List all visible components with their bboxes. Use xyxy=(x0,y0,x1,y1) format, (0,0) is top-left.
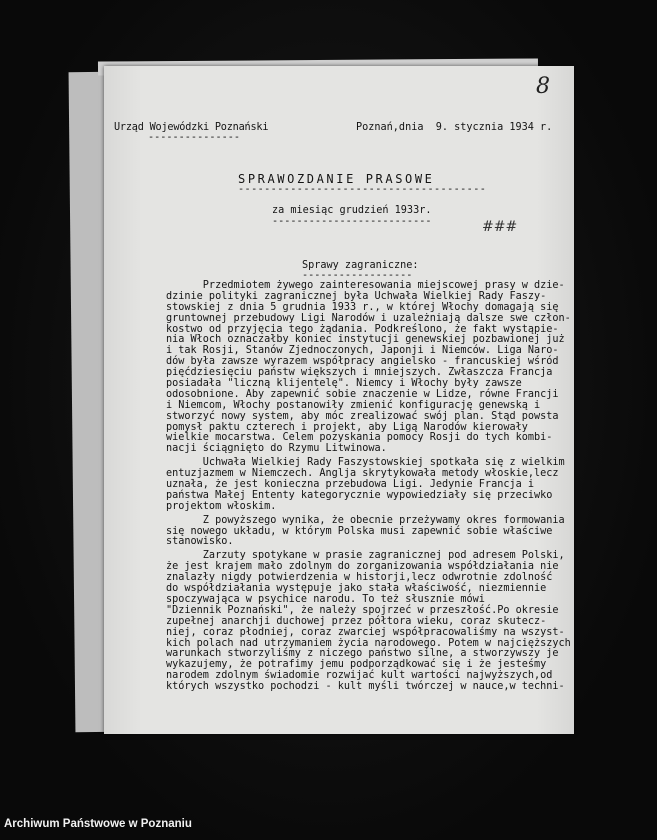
body-line: się nowego układu, w którym Polska musi zapewnić sobie właściwe xyxy=(166,525,553,537)
office-name: Urząd Wojewódzki Poznański xyxy=(114,122,269,133)
document-subtitle: za miesiąc grudzień 1933r. xyxy=(272,205,432,216)
body-line: posiadała "liczną klijentelę". Niemcy i Włochy były zawsze xyxy=(166,378,522,390)
body-line: niej, coraz płodniej, coraz zwarciej współpracowaliśmy na wszyst- xyxy=(166,626,565,638)
subtitle-underline: -------------------------- xyxy=(272,216,432,227)
body-line: kich polach nad utrzymaniem życia narodowego. Potem w najcięższych xyxy=(166,637,571,649)
body-line: wykazujemy, że potrafimy jemu podporządkować się i że jesteśmy xyxy=(166,659,547,671)
body-line: pięćdziesięciu państw większych i mniejszych. Zwłaszcza Francja xyxy=(166,367,553,379)
body-line: do współdziałania występuje jako stała właściwość, niezmiennie xyxy=(166,583,547,595)
body-line: stowskiej z dnia 5 grudnia 1933 r., w której Włochy domagają się xyxy=(166,301,559,313)
body-line: nacji ściągnięto do Rzymu Litwinowa. xyxy=(166,443,387,455)
section-heading: Sprawy zagraniczne: xyxy=(302,260,419,271)
body-line: stanowisko. xyxy=(166,536,234,548)
body-line: i Niemcom, Włochy postanowiły zmienić konfigurację genewską i xyxy=(166,399,541,411)
handwritten-mark: ### xyxy=(482,219,518,235)
body-line: państwa Małej Ententy kategorycznie wypowiedziały się przeciwko xyxy=(166,489,553,501)
body-line: "Dziennik Poznański", że należy spojrzeć w przeszłość.Po okresie xyxy=(166,604,559,616)
archive-footer: Archiwum Państwowe w Poznaniu xyxy=(4,818,192,830)
body-line: odosobnione. Aby zapewnić sobie znaczenie w Lidze, równe Francji xyxy=(166,388,559,400)
body-line: projektom włoskim. xyxy=(166,500,277,512)
document-title: SPRAWOZDANIE PRASOWE xyxy=(238,172,435,186)
body-line: warunkach stworzyliśmy z niczego państwo silne, a stworzywszy je xyxy=(166,648,559,660)
body-line: entuzjazmem w Niemczech. Anglja skrytykowała metody włoskie,lecz xyxy=(166,468,559,480)
body-line: uznała, że jest konieczna przebudowa Ligi. Jedynie Francja i xyxy=(166,479,535,491)
document-date: Poznań,dnia 9. stycznia 1934 r. xyxy=(356,122,553,133)
body-line: Z powyższego wynika, że obecnie przeżywamy okres formowania xyxy=(166,514,565,526)
body-line: pomysł paktu czterech i projekt, aby Ligą Narodów kierowały xyxy=(166,421,528,433)
body-line: Zarzuty spotykane w prasie zagranicznej pod adresem Polski, xyxy=(166,550,565,562)
body-line: nia Włoch oznaczałby koniec instytucji genewskiej pozbawionej już xyxy=(166,334,565,346)
body-line: kostwo od przyjęcia tego żądania. Podkreślono, że fakt wystąpie- xyxy=(166,323,559,335)
body-line: zupełnej anarchji duchowej przez półtora wieku, coraz skutecz- xyxy=(166,615,547,627)
body-line: gruntownej przebudowy Ligi Narodów i uzależniają dalsze swe człon- xyxy=(166,312,571,324)
body-line: dzinie polityki zagranicznej była Uchwała Wielkiej Rady Faszy- xyxy=(166,290,547,302)
body-line: że jest krajem mało zdolnym do zorganizowania współdziałania nie xyxy=(166,561,559,573)
body-line: znalazły nigdy potwierdzenia w historji,lecz odwrotnie zdolność xyxy=(166,572,553,584)
body-line: wielkie mocarstwa. Celem pozyskania pomocy Rosji do tych kombi- xyxy=(166,432,553,444)
body-line: Przedmiotem żywego zainteresowania miejscowej prasy w dzie- xyxy=(166,280,565,291)
office-underline: --------------- xyxy=(148,132,241,143)
document-body xyxy=(166,280,571,693)
body-line: spoczywająca w psychice narodu. To też słusznie mówi xyxy=(166,593,485,605)
body-line: Uchwała Wielkiej Rady Faszystowskiej spotkała się z wielkim xyxy=(166,457,565,469)
section-underline: ------------------ xyxy=(302,270,413,281)
title-underline: -------------------------------------- xyxy=(238,184,487,195)
body-line: narodem zdolnym świadomie rozwijać kult wartości najwyższych,od xyxy=(166,670,553,682)
body-line: dów była zawsze wyrazem współpracy angielsko - francuskiej wśród xyxy=(166,356,559,368)
page-number: 8 xyxy=(536,74,550,99)
body-line: stworzyć nowy system, aby móc zrealizować swój plan. Stąd powsta xyxy=(166,410,559,422)
body-line: których wszystko pochodzi - kult myśli twórczej w nauce,w techni- xyxy=(166,681,565,693)
document-page xyxy=(104,66,574,734)
body-line: i tak Rosji, Stanów Zjednoczonych, Japonji i Niemców. Liga Naro- xyxy=(166,345,559,357)
